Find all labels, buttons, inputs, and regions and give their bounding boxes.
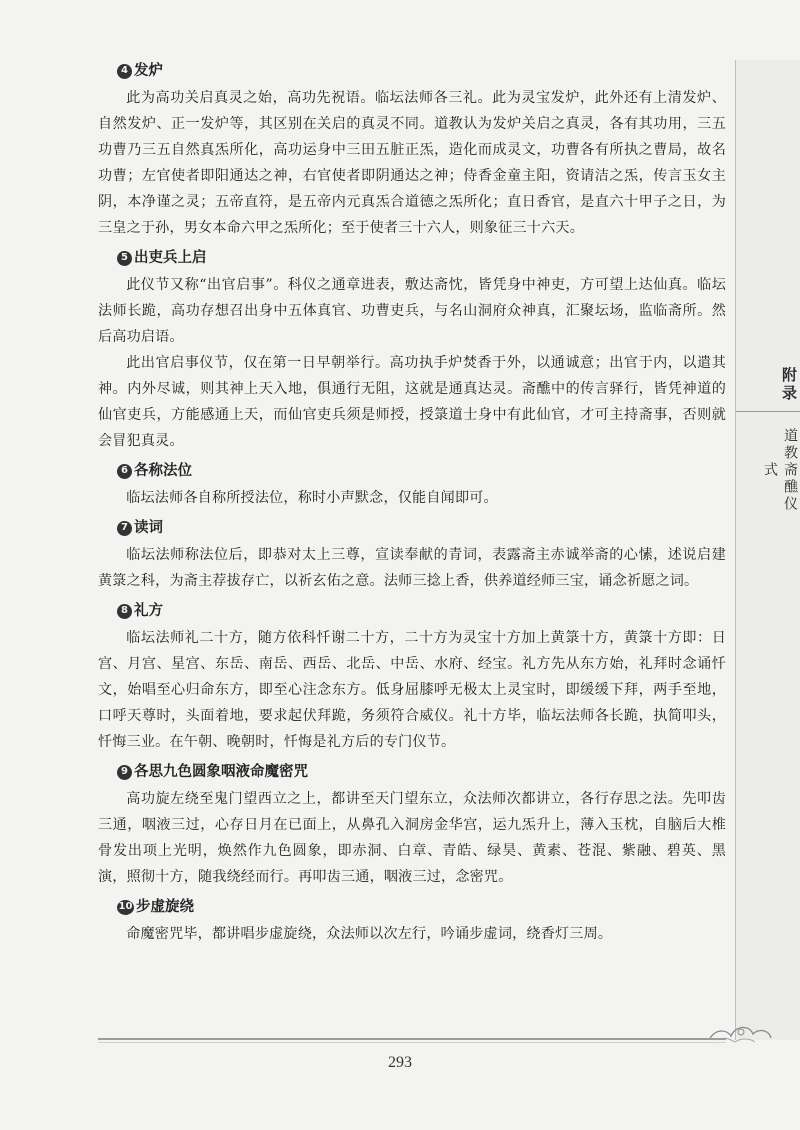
section-heading — [117, 460, 726, 482]
section-number-badge: 6 — [117, 464, 132, 479]
section-5 — [98, 247, 726, 454]
section-title: 出吏兵上启 — [134, 250, 207, 266]
side-tab-chapter: 道教斋醮仪式 — [762, 427, 798, 513]
paragraph: 临坛法师礼二十方，随方依科忏谢二十方，二十方为灵宝十方加上黄箓十方，黄箓十方即：日宫、月宫、星宫、东岳、南岳、西岳、北岳、中岳、水府、经宝。礼方先从东方始，礼拜时念诵忏文，始唱至心归命东方，即至心注念东方。低身屈膝呼无极太上灵宝时，即缓缓下拜，两手至地，口呼天尊时，头面着地，要求起伏拜跪，务须符合威仪。礼十方毕，临坛法师各长跪，执简叩头，忏悔三业。在午朝、晚朝时，忏悔是礼方后的专门仪节。 — [98, 630, 726, 750]
section-heading — [117, 600, 726, 622]
section-10 — [98, 896, 726, 947]
section-number-badge: 9 — [117, 765, 132, 780]
section-heading — [117, 896, 726, 918]
paragraph: 此仪节又称“出官启事”。科仪之通章进表，敷达斋忱，皆凭身中神吏，方可望上达仙真。临坛法师长跪，高功存想召出身中五体真官、功曹吏兵，与名山洞府众神真，汇聚坛场，监临斋所。然后高功启语。 — [98, 277, 726, 345]
main-text — [98, 60, 726, 947]
section-heading — [117, 517, 726, 539]
section-title: 发炉 — [134, 63, 163, 79]
section-number-badge: 7 — [117, 521, 132, 536]
section-heading — [117, 60, 726, 82]
section-8 — [98, 600, 726, 755]
cloud-ornament-icon — [705, 1010, 775, 1050]
paragraph: 此出官启事仪节，仅在第一日早朝举行。高功执手炉焚香于外，以通诚意；出官于内，以遣其神。内外尽诚，则其神上天入地，俱通行无阻，这就是通真达灵。斋醮中的传言驿行，皆凭神道的仙官吏兵，方能感通上天，而仙官吏兵须是师授，授箓道士身中有此仙官，才可主持斋事，否则就会冒犯真灵。 — [98, 355, 726, 449]
section-heading — [117, 247, 726, 269]
paragraph: 命魔密咒毕，都讲唱步虚旋绕，众法师以次左行，吟诵步虚词，绕香灯三周。 — [126, 926, 613, 942]
bottom-rule — [98, 1038, 726, 1040]
section-title: 各称法位 — [134, 463, 192, 479]
section-4 — [98, 60, 726, 241]
section-number-badge: 8 — [117, 604, 132, 619]
section-9 — [98, 761, 726, 890]
paragraph: 临坛法师各自称所授法位，称时小声默念，仅能自闻即可。 — [126, 490, 498, 506]
section-6 — [98, 460, 726, 511]
paragraph: 此为高功关启真灵之始，高功先祝语。临坛法师各三礼。此为灵宝发炉，此外还有上清发炉、自然发炉、正一发炉等，其区别在关启的真灵不同。道教认为发炉关启之真灵，各有其功用，三五功曹乃三五自然真炁所化，高功运身中三田五脏正炁，造化而成灵文，功曹各有所执之曹局，故名功曹；左官使者即阳通达之神，右官使者即阴通达之神；侍香金童主阳，资请洁之炁，传言玉女主阴，本净谨之灵；五帝直符，是五帝内元真炁合道德之炁所化；直日香官，是直六十甲子之日，为三皇之于孙，男女本命六甲之炁所化；至于使者三十六人，则象征三十六天。 — [98, 90, 726, 236]
section-title: 各思九色圆象咽液命魔密咒 — [134, 764, 308, 780]
side-tab-appendix: 附录 — [780, 367, 798, 403]
section-title: 步虚旋绕 — [136, 899, 194, 915]
paragraph: 临坛法师称法位后，即恭对太上三尊，宣读奉献的青词，表露斋主赤诚举斋的心愫，述说启建黄箓之科，为斋主荐拔存亡，以祈玄佑之意。法师三捻上香，供养道经师三宝，诵念祈愿之词。 — [98, 547, 726, 589]
side-tab-divider — [736, 411, 800, 412]
section-heading — [117, 761, 726, 783]
side-tab-bar — [735, 60, 800, 1040]
section-number-badge: 5 — [117, 251, 132, 266]
section-number-badge: 10 — [117, 900, 134, 915]
bottom-rule-thin — [98, 1042, 726, 1043]
paragraph: 高功旋左绕至鬼门望西立之上，都讲至天门望东立，众法师次都讲立，各行存思之法。先叩齿三通，咽液三过，心存日月在已面上，从鼻孔入洞房金华宫，运九炁升上，薄入玉枕，自脑后大椎骨发出项上光明，焕然作九色圆象，即赤洞、白章、青皓、绿昊、黄素、苍混、紫融、碧英、黑演，照彻十方，随我绕经而行。再叩齿三通，咽液三过，念密咒。 — [98, 791, 726, 885]
section-number-badge: 4 — [117, 64, 132, 79]
section-title: 读词 — [134, 520, 163, 536]
page-number: 293 — [388, 1054, 412, 1071]
section-title: 礼方 — [134, 603, 163, 619]
section-7 — [98, 517, 726, 594]
